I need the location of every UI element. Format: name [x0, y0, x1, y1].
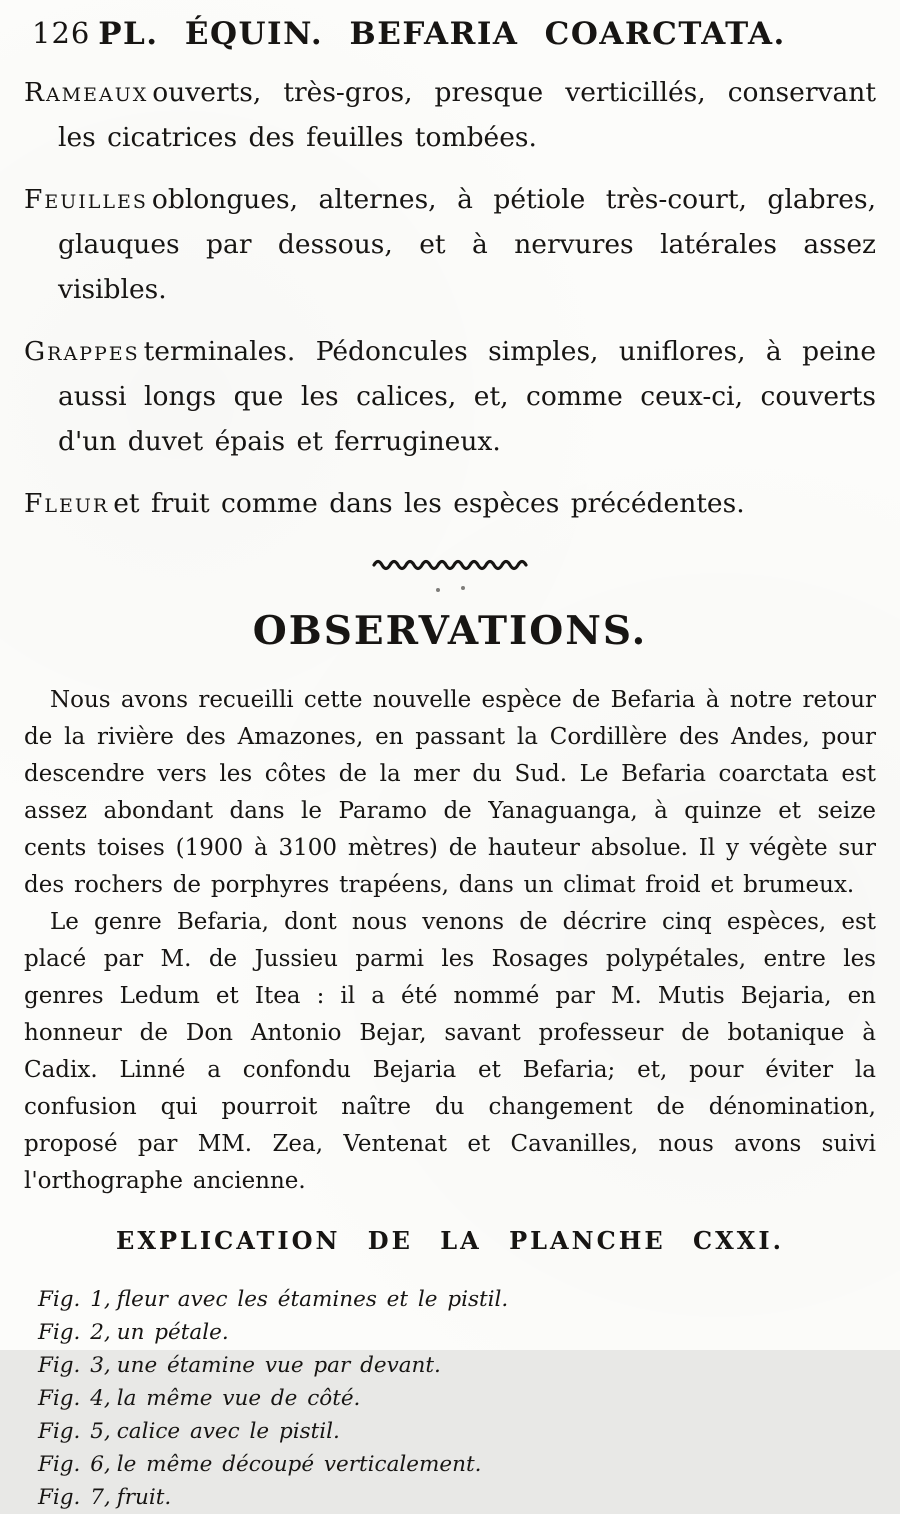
species-description-section: [24, 70, 876, 526]
figure-item-7: [38, 1481, 876, 1514]
figure-label: Fig. 1,: [38, 1287, 111, 1312]
page-header: [24, 0, 876, 56]
page-number: 126: [32, 16, 91, 50]
figure-caption: une étamine vue par devant.: [116, 1353, 441, 1378]
figure-caption: fruit.: [116, 1485, 172, 1510]
ink-speck: [461, 586, 465, 590]
figure-label: Fig. 6,: [38, 1452, 111, 1477]
lead-word-fleur: Fleur: [24, 488, 110, 519]
figure-label: Fig. 4,: [38, 1386, 111, 1411]
figure-caption: le même découpé verticalement.: [116, 1452, 482, 1477]
figure-label: Fig. 5,: [38, 1419, 111, 1444]
page-title: PL. ÉQUIN. BEFARIA COARCTATA.: [98, 16, 786, 52]
figure-item-6: [38, 1448, 876, 1481]
figure-label: Fig. 2,: [38, 1320, 111, 1345]
paragraph-text: oblongues, alternes, à pétiole très-court, glabres, glauques par dessous, et à nervures latérales assez visibles.: [58, 184, 876, 305]
figure-item-5: [38, 1415, 876, 1448]
figure-label: Fig. 7,: [38, 1485, 111, 1510]
figure-item-1: [38, 1283, 876, 1316]
lead-word-grappes: Grappes: [24, 336, 140, 367]
paragraph-text: ouverts, très-gros, presque verticillés, conservant les cicatrices des feuilles tombées.: [58, 77, 876, 153]
paragraph-fleur: [24, 481, 876, 526]
figure-caption: calice avec le pistil.: [116, 1419, 340, 1444]
figure-caption: un pétale.: [116, 1320, 229, 1345]
paragraph-feuilles: [24, 177, 876, 312]
figure-caption: la même vue de côté.: [116, 1386, 361, 1411]
observations-heading: OBSERVATIONS.: [252, 608, 648, 654]
paragraph-grappes: [24, 329, 876, 464]
figure-caption: fleur avec les étamines et le pistil.: [116, 1287, 509, 1312]
observations-paragraph-1: Nous avons recueilli cette nouvelle espèce de Befaria à notre retour de la rivière des Amazones, en passant la Cordillère des Andes, pour descendre vers les côtes de la mer du Sud. Le Befaria coarctata est assez abondant dans le Paramo de Yanaguanga, à quinze et seize cents toises (1900 à 3100 mètres) de hauteur absolue. Il y végète sur des rochers de porphyres trapéens, dans un climat froid et brumeux.: [24, 687, 876, 898]
explication-heading: EXPLICATION DE LA PLANCHE CXXI.: [116, 1226, 784, 1255]
figure-item-4: [38, 1382, 876, 1415]
squiggle-divider-icon: [372, 559, 528, 571]
observations-section: [24, 682, 876, 1200]
paragraph-text: et fruit comme dans les espèces précédentes.: [113, 488, 745, 519]
lead-word-feuilles: Feuilles: [24, 184, 148, 215]
paragraph-text: terminales. Pédoncules simples, uniflores, à peine aussi longs que les calices, et, comme ceux-ci, couverts d'un duvet épais et ferrugineux.: [58, 336, 876, 457]
observations-paragraph-2: Le genre Befaria, dont nous venons de décrire cinq espèces, est placé par M. de Jussieu parmi les Rosages polypétales, entre les genres Ledum et Itea : il a été nommé par M. Mutis Bejaria, en honneur de Don Antonio Bejar, savant professeur de botanique à Cadix. Linné a confondu Bejaria et Befaria; et, pour éviter la confusion qui pourroit naître du changement de dénomination, proposé par MM. Zea, Ventenat et Cavanilles, nous avons suivi l'orthographe ancienne.: [24, 909, 876, 1194]
figure-item-3: [38, 1349, 876, 1382]
paragraph-rameaux: [24, 70, 876, 160]
lead-word-rameaux: Rameaux: [24, 77, 149, 108]
figure-legend-list: [24, 1283, 876, 1514]
figure-item-2: [38, 1316, 876, 1349]
section-divider: [24, 556, 876, 570]
figure-label: Fig. 3,: [38, 1353, 111, 1378]
ink-speck: [436, 588, 440, 592]
